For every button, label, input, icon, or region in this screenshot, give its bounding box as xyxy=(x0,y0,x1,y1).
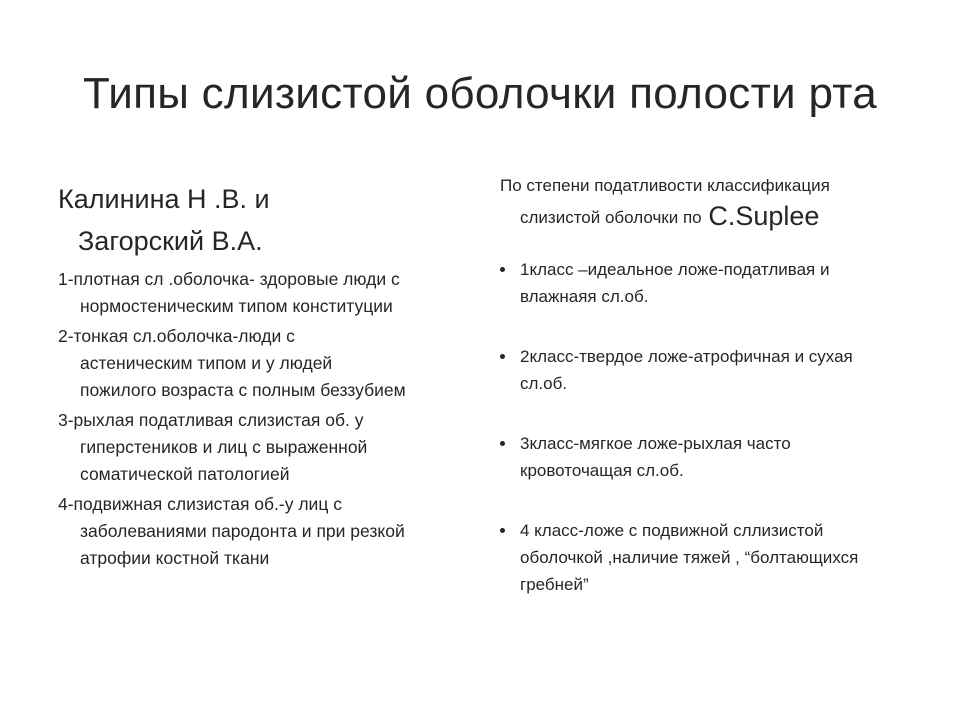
list-item-text: 3класс-мягкое ложе-рыхлая часто кровоточащая сл.об. xyxy=(520,434,791,480)
bullet-icon xyxy=(500,267,505,272)
list-item-text: 1класс –идеальное ложе-податливая и влажнаяя сл.об. xyxy=(520,260,830,306)
classification-author: С.Suplee xyxy=(708,201,820,231)
list-item xyxy=(500,256,900,310)
left-item-3: 3-рыхлая податливая слизистая об. у гиперстеников и лиц с выраженной соматической патологией xyxy=(58,410,368,484)
slide-title: Типы слизистой оболочки полости рта xyxy=(82,69,877,118)
classification-list xyxy=(500,256,920,598)
bullet-icon xyxy=(500,441,505,446)
list-item xyxy=(500,343,880,397)
left-column xyxy=(58,178,478,575)
left-item-2: 2-тонкая сл.оболочка-люди с астеническим типом и у людей пожилого возраста с полным беззубием xyxy=(58,326,406,400)
left-item-4: 4-подвижная слизистая об.-у лиц с заболеваниями пародонта и при резкой атрофии костной ткани xyxy=(58,494,405,568)
right-column xyxy=(500,174,920,631)
classification-intro-text: слизистой оболочки по xyxy=(520,208,702,227)
bullet-icon xyxy=(500,354,505,359)
list-item xyxy=(500,517,910,598)
classification-intro-line-1: По степени податливости классификация xyxy=(500,176,830,195)
bullet-icon xyxy=(500,528,505,533)
left-heading-line-2: Загорский В.А. xyxy=(78,226,263,256)
left-heading xyxy=(58,178,478,262)
list-item-text: 4 класс-ложе с подвижной сллизистой оболочкой ,наличие тяжей , “болтающихся гребней” xyxy=(520,521,859,594)
list-item xyxy=(500,430,880,484)
left-item-1: 1-плотная сл .оболочка- здоровые люди с нормостеническим типом конституции xyxy=(58,269,400,316)
classification-intro xyxy=(500,174,920,230)
list-item-text: 2класс-твердое ложе-атрофичная и сухая сл.об. xyxy=(520,347,853,393)
left-heading-line-1: Калинина Н .В. и xyxy=(58,184,270,214)
classification-intro-line-2 xyxy=(500,201,920,231)
